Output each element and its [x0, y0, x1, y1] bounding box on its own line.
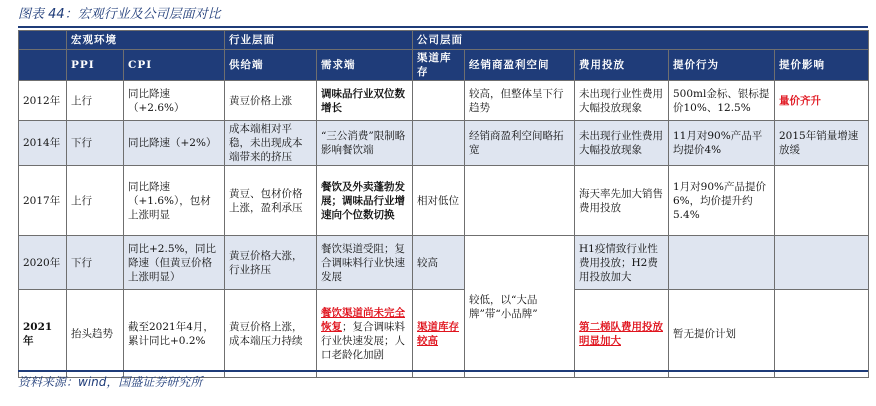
cpi-cell: 同比降速（+1.6%），包材上涨明显 [124, 166, 225, 236]
expense-cell [575, 290, 669, 378]
table-row [19, 236, 869, 290]
supply-cell: 黄豆价格上涨 [225, 81, 317, 121]
demand-bold-text: 餐饮及外卖蓬勃发展；调味品行业增速向个位数切换 [321, 180, 405, 221]
header-ppi: PPI [67, 50, 124, 81]
cpi-cell: 截至2021年4月，累计同比+0.2% [124, 290, 225, 378]
expense-cell: 未出现行业性费用大幅投放现象 [575, 81, 669, 121]
expense-cell: H1疫情致行业性费用投放；H2费用投放加大 [575, 236, 669, 290]
demand-highlight-text: 餐饮渠道尚未完全恢复 [321, 306, 405, 333]
price-impact-highlight: 量价齐升 [779, 94, 821, 107]
dealer-cell: 经销商盈利空间略拓宽 [465, 121, 575, 166]
header-group-industry: 行业层面 [225, 31, 413, 50]
price-action-cell: 1月对90%产品提价6%，均价提升约5.4% [669, 166, 775, 236]
table-row [19, 81, 869, 121]
price-action-cell [669, 236, 775, 290]
cpi-cell: 同比降速（+2.6%） [124, 81, 225, 121]
source-note: 资料来源：wind，国盛证券研究所 [18, 370, 868, 392]
comparison-table [18, 30, 869, 378]
expense-cell: 未出现行业性费用大幅投放现象 [575, 121, 669, 166]
price-action-cell: 500ml金标、银标提价10%、12.5% [669, 81, 775, 121]
header-dealer-margin: 经销商盈利空间 [465, 50, 575, 81]
year-cell: 2014年 [19, 121, 67, 166]
dealer-cell [465, 166, 575, 236]
price-impact-cell: 2015年销量增速放缓 [775, 121, 869, 166]
header-expense: 费用投放 [575, 50, 669, 81]
header-channel-inventory: 渠道库存 [413, 50, 465, 81]
channel-cell [413, 290, 465, 378]
ppi-cell: 下行 [67, 236, 124, 290]
cpi-cell: 同比降速（+2%） [124, 121, 225, 166]
year-cell: 2021年 [19, 290, 67, 378]
figure-caption: 图表 44：宏观行业及公司层面对比 [18, 6, 868, 28]
header-row-columns [19, 50, 869, 81]
channel-cell: 相对低位 [413, 166, 465, 236]
expense-highlight-text: 第二梯队费用投放明显加大 [579, 320, 663, 347]
year-cell: 2020年 [19, 236, 67, 290]
price-impact-cell [775, 236, 869, 290]
channel-cell [413, 121, 465, 166]
header-group-company: 公司层面 [413, 31, 869, 50]
channel-highlight-text: 渠道库存较高 [417, 320, 459, 347]
price-impact-cell [775, 166, 869, 236]
table-row [19, 290, 869, 378]
price-impact-cell [775, 81, 869, 121]
demand-cell: 餐饮渠道受阻；复合调味料行业快速发展 [317, 236, 413, 290]
channel-cell [413, 81, 465, 121]
header-corner-2 [19, 50, 67, 81]
supply-cell: 黄豆、包材价格上涨，盈利承压 [225, 166, 317, 236]
ppi-cell: 上行 [67, 81, 124, 121]
year-cell: 2012年 [19, 81, 67, 121]
dealer-cell: 较高，但整体呈下行趋势 [465, 81, 575, 121]
header-cpi: CPI [124, 50, 225, 81]
price-impact-cell [775, 290, 869, 378]
header-price-impact: 提价影响 [775, 50, 869, 81]
header-price-action: 提价行为 [669, 50, 775, 81]
header-demand: 需求端 [317, 50, 413, 81]
demand-cell [317, 166, 413, 236]
ppi-cell: 抬头趋势 [67, 290, 124, 378]
demand-bold-text: 调味品行业双位数增长 [321, 87, 405, 114]
demand-cell: “三公消费”限制略影响餐饮端 [317, 121, 413, 166]
supply-cell: 黄豆价格大涨，行业挤压 [225, 236, 317, 290]
expense-cell: 海天率先加大销售费用投放 [575, 166, 669, 236]
price-action-cell: 11月对90%产品平均提价4% [669, 121, 775, 166]
demand-cell [317, 81, 413, 121]
supply-cell: 黄豆价格上涨，成本端压力持续 [225, 290, 317, 378]
channel-cell: 较高 [413, 236, 465, 290]
header-group-macro: 宏观环境 [67, 31, 225, 50]
year-cell: 2017年 [19, 166, 67, 236]
ppi-cell: 上行 [67, 166, 124, 236]
ppi-cell: 下行 [67, 121, 124, 166]
table-row [19, 166, 869, 236]
table-row [19, 121, 869, 166]
supply-cell: 成本端相对平稳，未出现成本端带来的挤压 [225, 121, 317, 166]
header-row-groups [19, 31, 869, 50]
demand-rest-text: ；复合调味料行业快速发展；人口老龄化加剧 [321, 320, 405, 361]
header-corner [19, 31, 67, 50]
dealer-merged-cell: 较低，以“大品牌”带“小品牌” [465, 236, 575, 378]
cpi-cell: 同比+2.5%，同比降速（但黄豆价格上涨明显） [124, 236, 225, 290]
price-action-cell: 暂无提价计划 [669, 290, 775, 378]
demand-cell [317, 290, 413, 378]
header-supply: 供给端 [225, 50, 317, 81]
